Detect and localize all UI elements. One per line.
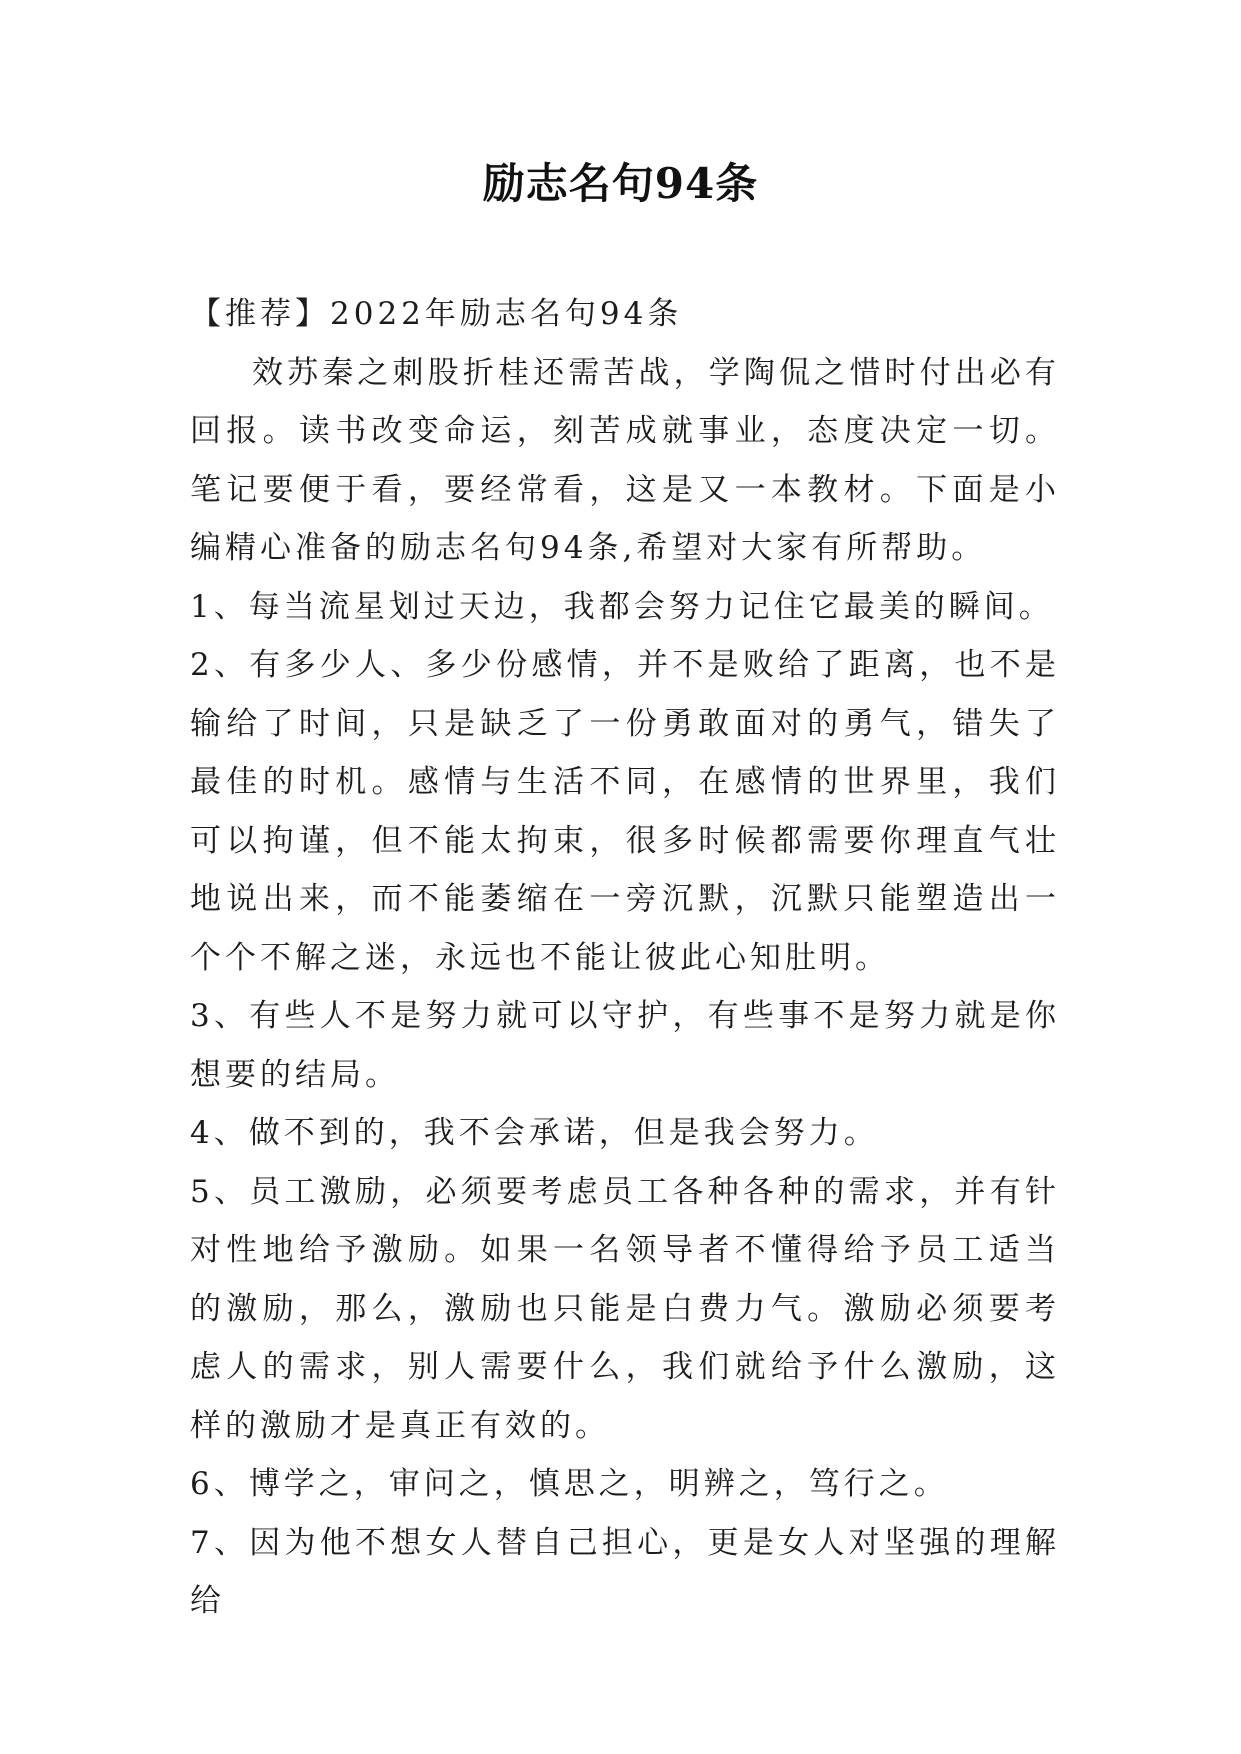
quote-item-6: 6、博学之，审问之，慎思之，明辨之，笃行之。 bbox=[190, 1466, 949, 1502]
document-body bbox=[190, 285, 1060, 1631]
document-subtitle: 【推荐】2022年励志名句94条 bbox=[190, 296, 683, 332]
quote-item-5: 5、员工激励，必须要考虑员工各种各种的需求，并有针对性地给予激励。如果一名领导者不懂得给予员工适当的激励，那么，激励也只能是白费力气。激励必须要考虑人的需求，别人需要什么，我们就给予什么激励，这样的激励才是真正有效的。 bbox=[190, 1173, 1060, 1444]
quote-item-4: 4、做不到的，我不会承诺，但是我会努力。 bbox=[190, 1115, 879, 1151]
quote-item-7: 7、因为他不想女人替自己担心，更是女人对坚强的理解给 bbox=[190, 1524, 1060, 1619]
quote-item-2: 2、有多少人、多少份感情，并不是败给了距离，也不是输给了时间，只是缺乏了一份勇敢面对的勇气，错失了最佳的时机。感情与生活不同，在感情的世界里，我们可以拘谨，但不能太拘束，很多时候都需要你理直气壮地说出来，而不能萎缩在一旁沉默，沉默只能塑造出一个个不解之迷，永远也不能让彼此心知肚明。 bbox=[190, 647, 1060, 976]
document-title: 励志名句94条 bbox=[482, 159, 759, 208]
quote-item-1: 1、每当流星划过天边，我都会努力记住它最美的瞬间。 bbox=[190, 588, 1054, 625]
quote-item-3: 3、有些人不是努力就可以守护，有些事不是努力就是你想要的结局。 bbox=[190, 998, 1060, 1093]
intro-paragraph: 效苏秦之刺股折桂还需苦战，学陶侃之惜时付出必有回报。读书改变命运，刻苦成就事业，态度决定一切。笔记要便于看，要经常看，这是又一本教材。下面是小编精心准备的励志名句94条,希望对大家有所帮助。 bbox=[190, 354, 1060, 566]
